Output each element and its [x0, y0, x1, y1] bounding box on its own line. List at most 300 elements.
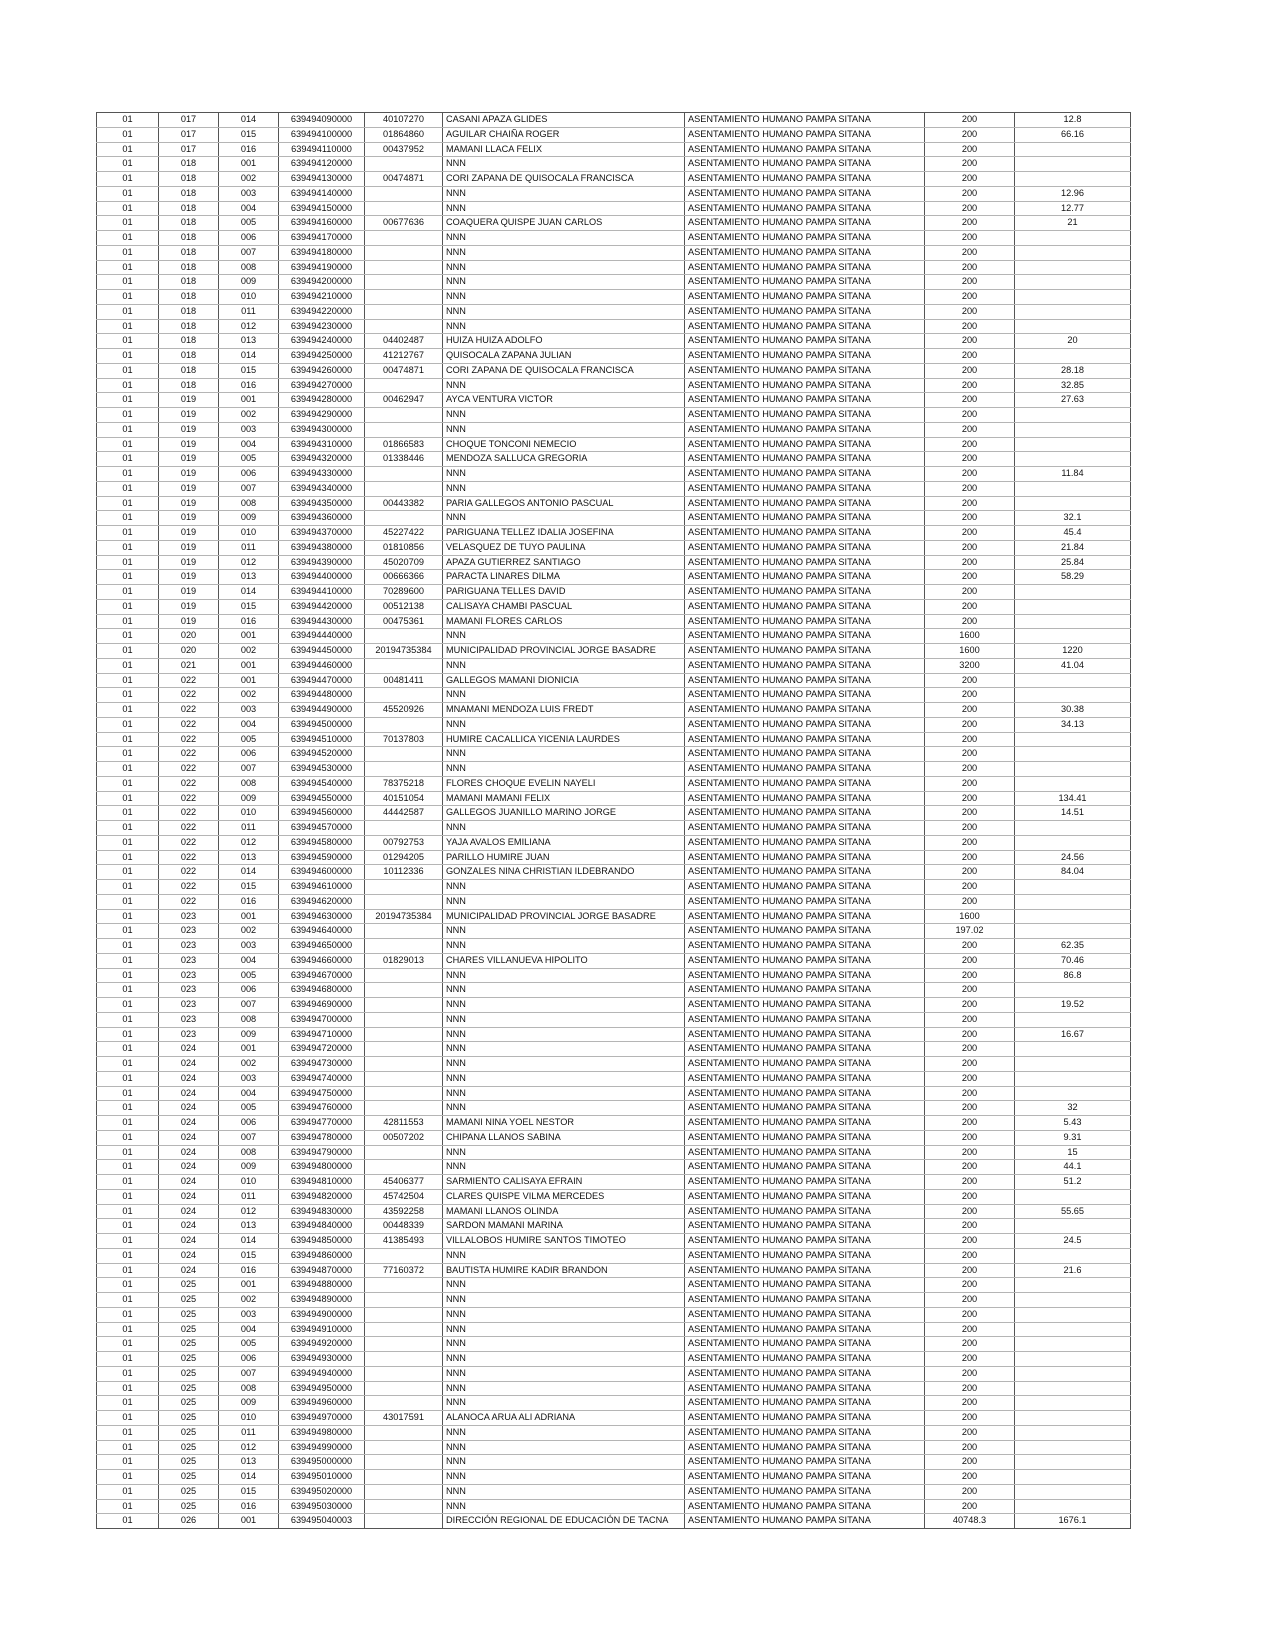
area-cell: 200 — [925, 1175, 1015, 1190]
lot-cell: 012 — [219, 1204, 279, 1219]
table-row — [97, 408, 1131, 423]
sector-cell: 01 — [97, 835, 159, 850]
block-cell: 024 — [159, 1175, 219, 1190]
table-row — [97, 1116, 1131, 1131]
built-area-cell: 32.85 — [1015, 378, 1131, 393]
area-cell: 197.02 — [925, 924, 1015, 939]
area-cell: 200 — [925, 496, 1015, 511]
built-area-cell — [1015, 1396, 1131, 1411]
area-cell: 200 — [925, 688, 1015, 703]
location-cell: ASENTAMIENTO HUMANO PAMPA SITANA — [685, 1293, 925, 1308]
owner-cell: NNN — [443, 1278, 685, 1293]
area-cell: 200 — [925, 1381, 1015, 1396]
sector-cell: 01 — [97, 1116, 159, 1131]
code-cell: 639494710000 — [279, 1027, 365, 1042]
doc-id-cell: 00443382 — [365, 496, 443, 511]
block-cell: 024 — [159, 1071, 219, 1086]
doc-id-cell: 00462947 — [365, 393, 443, 408]
code-cell: 639495030000 — [279, 1499, 365, 1514]
area-cell: 200 — [925, 806, 1015, 821]
code-cell: 639494180000 — [279, 245, 365, 260]
lot-cell: 014 — [219, 865, 279, 880]
owner-cell: NNN — [443, 1101, 685, 1116]
sector-cell: 01 — [97, 762, 159, 777]
location-cell: ASENTAMIENTO HUMANO PAMPA SITANA — [685, 511, 925, 526]
lot-cell: 003 — [219, 939, 279, 954]
sector-cell: 01 — [97, 1042, 159, 1057]
sector-cell: 01 — [97, 821, 159, 836]
doc-id-cell — [365, 1322, 443, 1337]
block-cell: 018 — [159, 378, 219, 393]
owner-cell: NNN — [443, 231, 685, 246]
code-cell: 639494840000 — [279, 1219, 365, 1234]
location-cell: ASENTAMIENTO HUMANO PAMPA SITANA — [685, 894, 925, 909]
doc-id-cell: 01338446 — [365, 452, 443, 467]
area-cell: 200 — [925, 953, 1015, 968]
location-cell: ASENTAMIENTO HUMANO PAMPA SITANA — [685, 791, 925, 806]
doc-id-cell: 45020709 — [365, 555, 443, 570]
owner-cell: PARIGUANA TELLEZ IDALIA JOSEFINA — [443, 526, 685, 541]
sector-cell: 01 — [97, 1160, 159, 1175]
lot-cell: 016 — [219, 894, 279, 909]
table-row — [97, 1086, 1131, 1101]
code-cell: 639494340000 — [279, 481, 365, 496]
block-cell: 024 — [159, 1130, 219, 1145]
sector-cell: 01 — [97, 1057, 159, 1072]
owner-cell: HUMIRE CACALLICA YICENIA LAURDES — [443, 732, 685, 747]
lot-cell: 016 — [219, 1499, 279, 1514]
built-area-cell — [1015, 422, 1131, 437]
code-cell: 639494690000 — [279, 998, 365, 1013]
owner-cell: NNN — [443, 1071, 685, 1086]
doc-id-cell — [365, 260, 443, 275]
sector-cell: 01 — [97, 998, 159, 1013]
built-area-cell: 12.8 — [1015, 113, 1131, 128]
block-cell: 024 — [159, 1234, 219, 1249]
owner-cell: GONZALES NINA CHRISTIAN ILDEBRANDO — [443, 865, 685, 880]
area-cell: 200 — [925, 526, 1015, 541]
owner-cell: MUNICIPALIDAD PROVINCIAL JORGE BASADRE — [443, 644, 685, 659]
lot-cell: 009 — [219, 275, 279, 290]
owner-cell: CHARES VILLANUEVA HIPOLITO — [443, 953, 685, 968]
doc-id-cell: 77160372 — [365, 1263, 443, 1278]
sector-cell: 01 — [97, 467, 159, 482]
block-cell: 020 — [159, 644, 219, 659]
owner-cell: MAMANI LLACA FELIX — [443, 142, 685, 157]
code-cell: 639494380000 — [279, 540, 365, 555]
table-row — [97, 998, 1131, 1013]
area-cell: 200 — [925, 1130, 1015, 1145]
location-cell: ASENTAMIENTO HUMANO PAMPA SITANA — [685, 1012, 925, 1027]
owner-cell: NNN — [443, 275, 685, 290]
sector-cell: 01 — [97, 496, 159, 511]
sector-cell: 01 — [97, 1204, 159, 1219]
location-cell: ASENTAMIENTO HUMANO PAMPA SITANA — [685, 1042, 925, 1057]
location-cell: ASENTAMIENTO HUMANO PAMPA SITANA — [685, 231, 925, 246]
built-area-cell — [1015, 275, 1131, 290]
block-cell: 025 — [159, 1455, 219, 1470]
owner-cell: NNN — [443, 1307, 685, 1322]
area-cell: 200 — [925, 1263, 1015, 1278]
location-cell: ASENTAMIENTO HUMANO PAMPA SITANA — [685, 275, 925, 290]
area-cell: 200 — [925, 452, 1015, 467]
sector-cell: 01 — [97, 1012, 159, 1027]
block-cell: 024 — [159, 1057, 219, 1072]
doc-id-cell — [365, 939, 443, 954]
built-area-cell — [1015, 1425, 1131, 1440]
built-area-cell — [1015, 821, 1131, 836]
location-cell: ASENTAMIENTO HUMANO PAMPA SITANA — [685, 865, 925, 880]
block-cell: 019 — [159, 437, 219, 452]
built-area-cell — [1015, 142, 1131, 157]
area-cell: 200 — [925, 363, 1015, 378]
area-cell: 200 — [925, 142, 1015, 157]
area-cell: 200 — [925, 127, 1015, 142]
area-cell: 200 — [925, 1499, 1015, 1514]
owner-cell: NNN — [443, 1425, 685, 1440]
built-area-cell — [1015, 894, 1131, 909]
code-cell: 639495010000 — [279, 1470, 365, 1485]
lot-cell: 005 — [219, 968, 279, 983]
doc-id-cell — [365, 1381, 443, 1396]
code-cell: 639494780000 — [279, 1130, 365, 1145]
location-cell: ASENTAMIENTO HUMANO PAMPA SITANA — [685, 1130, 925, 1145]
built-area-cell — [1015, 1189, 1131, 1204]
block-cell: 020 — [159, 629, 219, 644]
location-cell: ASENTAMIENTO HUMANO PAMPA SITANA — [685, 393, 925, 408]
table-row — [97, 1189, 1131, 1204]
owner-cell: NNN — [443, 688, 685, 703]
table-row — [97, 1440, 1131, 1455]
owner-cell: NNN — [443, 1381, 685, 1396]
doc-id-cell — [365, 629, 443, 644]
code-cell: 639494140000 — [279, 186, 365, 201]
doc-id-cell: 70137803 — [365, 732, 443, 747]
area-cell: 200 — [925, 1396, 1015, 1411]
area-cell: 200 — [925, 245, 1015, 260]
doc-id-cell — [365, 1086, 443, 1101]
sector-cell: 01 — [97, 1086, 159, 1101]
owner-cell: NNN — [443, 1293, 685, 1308]
built-area-cell — [1015, 157, 1131, 172]
block-cell: 022 — [159, 732, 219, 747]
code-cell: 639494860000 — [279, 1248, 365, 1263]
code-cell: 639494790000 — [279, 1145, 365, 1160]
doc-id-cell: 40151054 — [365, 791, 443, 806]
owner-cell: MAMANI LLANOS OLINDA — [443, 1204, 685, 1219]
block-cell: 024 — [159, 1160, 219, 1175]
area-cell: 200 — [925, 1160, 1015, 1175]
built-area-cell: 9.31 — [1015, 1130, 1131, 1145]
location-cell: ASENTAMIENTO HUMANO PAMPA SITANA — [685, 658, 925, 673]
code-cell: 639494530000 — [279, 762, 365, 777]
lot-cell: 006 — [219, 1352, 279, 1367]
doc-id-cell — [365, 1470, 443, 1485]
built-area-cell: 30.38 — [1015, 703, 1131, 718]
lot-cell: 012 — [219, 1440, 279, 1455]
doc-id-cell: 42811553 — [365, 1116, 443, 1131]
owner-cell: AYCA VENTURA VICTOR — [443, 393, 685, 408]
code-cell: 639494870000 — [279, 1263, 365, 1278]
lot-cell: 005 — [219, 732, 279, 747]
table-row — [97, 747, 1131, 762]
lot-cell: 011 — [219, 304, 279, 319]
code-cell: 639494120000 — [279, 157, 365, 172]
area-cell: 200 — [925, 1322, 1015, 1337]
sector-cell: 01 — [97, 880, 159, 895]
code-cell: 639494220000 — [279, 304, 365, 319]
table-row — [97, 1175, 1131, 1190]
location-cell: ASENTAMIENTO HUMANO PAMPA SITANA — [685, 1145, 925, 1160]
doc-id-cell: 00474871 — [365, 172, 443, 187]
location-cell: ASENTAMIENTO HUMANO PAMPA SITANA — [685, 172, 925, 187]
area-cell: 200 — [925, 703, 1015, 718]
lot-cell: 016 — [219, 378, 279, 393]
location-cell: ASENTAMIENTO HUMANO PAMPA SITANA — [685, 1160, 925, 1175]
table-row — [97, 1204, 1131, 1219]
lot-cell: 014 — [219, 1470, 279, 1485]
doc-id-cell — [365, 467, 443, 482]
table-row — [97, 245, 1131, 260]
location-cell: ASENTAMIENTO HUMANO PAMPA SITANA — [685, 983, 925, 998]
lot-cell: 015 — [219, 363, 279, 378]
location-cell: ASENTAMIENTO HUMANO PAMPA SITANA — [685, 157, 925, 172]
block-cell: 023 — [159, 998, 219, 1013]
table-row — [97, 526, 1131, 541]
owner-cell: VELASQUEZ DE TUYO PAULINA — [443, 540, 685, 555]
block-cell: 018 — [159, 319, 219, 334]
block-cell: 021 — [159, 658, 219, 673]
code-cell: 639494610000 — [279, 880, 365, 895]
owner-cell: NNN — [443, 998, 685, 1013]
table-row — [97, 1130, 1131, 1145]
code-cell: 639494150000 — [279, 201, 365, 216]
table-body — [97, 113, 1131, 1529]
lot-cell: 011 — [219, 821, 279, 836]
built-area-cell: 45.4 — [1015, 526, 1131, 541]
doc-id-cell: 01829013 — [365, 953, 443, 968]
lot-cell: 011 — [219, 1189, 279, 1204]
area-cell: 200 — [925, 732, 1015, 747]
area-cell: 200 — [925, 231, 1015, 246]
sector-cell: 01 — [97, 1514, 159, 1529]
location-cell: ASENTAMIENTO HUMANO PAMPA SITANA — [685, 245, 925, 260]
sector-cell: 01 — [97, 1366, 159, 1381]
doc-id-cell — [365, 924, 443, 939]
sector-cell: 01 — [97, 924, 159, 939]
table-row — [97, 1101, 1131, 1116]
sector-cell: 01 — [97, 201, 159, 216]
doc-id-cell — [365, 290, 443, 305]
location-cell: ASENTAMIENTO HUMANO PAMPA SITANA — [685, 142, 925, 157]
area-cell: 200 — [925, 422, 1015, 437]
area-cell: 200 — [925, 776, 1015, 791]
lot-cell: 001 — [219, 1514, 279, 1529]
table-row — [97, 496, 1131, 511]
sector-cell: 01 — [97, 378, 159, 393]
built-area-cell: 58.29 — [1015, 570, 1131, 585]
doc-id-cell — [365, 1514, 443, 1529]
doc-id-cell: 20194735384 — [365, 909, 443, 924]
table-row — [97, 349, 1131, 364]
block-cell: 018 — [159, 275, 219, 290]
block-cell: 019 — [159, 467, 219, 482]
table-row — [97, 1057, 1131, 1072]
table-row — [97, 703, 1131, 718]
doc-id-cell — [365, 1042, 443, 1057]
owner-cell: NNN — [443, 880, 685, 895]
lot-cell: 002 — [219, 1293, 279, 1308]
lot-cell: 002 — [219, 924, 279, 939]
doc-id-cell — [365, 1101, 443, 1116]
owner-cell: AGUILAR CHAIÑA ROGER — [443, 127, 685, 142]
location-cell: ASENTAMIENTO HUMANO PAMPA SITANA — [685, 452, 925, 467]
area-cell: 200 — [925, 865, 1015, 880]
doc-id-cell: 70289600 — [365, 585, 443, 600]
built-area-cell — [1015, 732, 1131, 747]
lot-cell: 003 — [219, 1307, 279, 1322]
area-cell: 200 — [925, 570, 1015, 585]
owner-cell: SARDON MAMANI MARINA — [443, 1219, 685, 1234]
table-row — [97, 1219, 1131, 1234]
table-row — [97, 1278, 1131, 1293]
table-row — [97, 1366, 1131, 1381]
area-cell: 200 — [925, 275, 1015, 290]
code-cell: 639494310000 — [279, 437, 365, 452]
block-cell: 019 — [159, 526, 219, 541]
block-cell: 022 — [159, 717, 219, 732]
location-cell: ASENTAMIENTO HUMANO PAMPA SITANA — [685, 924, 925, 939]
area-cell: 200 — [925, 186, 1015, 201]
doc-id-cell: 43592258 — [365, 1204, 443, 1219]
block-cell: 023 — [159, 968, 219, 983]
code-cell: 639494740000 — [279, 1071, 365, 1086]
code-cell: 639494410000 — [279, 585, 365, 600]
area-cell: 200 — [925, 334, 1015, 349]
owner-cell: NNN — [443, 762, 685, 777]
table-row — [97, 1248, 1131, 1263]
area-cell: 200 — [925, 821, 1015, 836]
built-area-cell: 11.84 — [1015, 467, 1131, 482]
owner-cell: NNN — [443, 1012, 685, 1027]
location-cell: ASENTAMIENTO HUMANO PAMPA SITANA — [685, 776, 925, 791]
sector-cell: 01 — [97, 717, 159, 732]
area-cell: 200 — [925, 201, 1015, 216]
built-area-cell: 25.84 — [1015, 555, 1131, 570]
location-cell: ASENTAMIENTO HUMANO PAMPA SITANA — [685, 481, 925, 496]
code-cell: 639494250000 — [279, 349, 365, 364]
owner-cell: BAUTISTA HUMIRE KADIR BRANDON — [443, 1263, 685, 1278]
area-cell: 200 — [925, 1234, 1015, 1249]
sector-cell: 01 — [97, 909, 159, 924]
area-cell: 200 — [925, 585, 1015, 600]
block-cell: 023 — [159, 983, 219, 998]
table-row — [97, 658, 1131, 673]
owner-cell: NNN — [443, 1322, 685, 1337]
built-area-cell — [1015, 245, 1131, 260]
location-cell: ASENTAMIENTO HUMANO PAMPA SITANA — [685, 378, 925, 393]
block-cell: 022 — [159, 747, 219, 762]
block-cell: 022 — [159, 776, 219, 791]
area-cell: 200 — [925, 835, 1015, 850]
built-area-cell: 20 — [1015, 334, 1131, 349]
table-row — [97, 260, 1131, 275]
sector-cell: 01 — [97, 599, 159, 614]
block-cell: 017 — [159, 113, 219, 128]
code-cell: 639494350000 — [279, 496, 365, 511]
code-cell: 639494650000 — [279, 939, 365, 954]
table-row — [97, 1027, 1131, 1042]
table-row — [97, 231, 1131, 246]
area-cell: 200 — [925, 1440, 1015, 1455]
owner-cell: PARIA GALLEGOS ANTONIO PASCUAL — [443, 496, 685, 511]
block-cell: 025 — [159, 1366, 219, 1381]
table-row — [97, 1352, 1131, 1367]
lot-cell: 014 — [219, 585, 279, 600]
area-cell: 200 — [925, 319, 1015, 334]
owner-cell: MAMANI FLORES CARLOS — [443, 614, 685, 629]
doc-id-cell — [365, 1057, 443, 1072]
lot-cell: 015 — [219, 1248, 279, 1263]
doc-id-cell — [365, 747, 443, 762]
table-row — [97, 776, 1131, 791]
doc-id-cell: 00474871 — [365, 363, 443, 378]
table-row — [97, 142, 1131, 157]
owner-cell: NNN — [443, 1027, 685, 1042]
table-row — [97, 1145, 1131, 1160]
table-row — [97, 1234, 1131, 1249]
sector-cell: 01 — [97, 894, 159, 909]
lot-cell: 004 — [219, 437, 279, 452]
location-cell: ASENTAMIENTO HUMANO PAMPA SITANA — [685, 540, 925, 555]
owner-cell: NNN — [443, 629, 685, 644]
sector-cell: 01 — [97, 393, 159, 408]
sector-cell: 01 — [97, 555, 159, 570]
built-area-cell: 15 — [1015, 1145, 1131, 1160]
table-row — [97, 467, 1131, 482]
block-cell: 025 — [159, 1396, 219, 1411]
table-row — [97, 909, 1131, 924]
code-cell: 639494160000 — [279, 216, 365, 231]
table-row — [97, 1499, 1131, 1514]
lot-cell: 010 — [219, 1411, 279, 1426]
lot-cell: 004 — [219, 717, 279, 732]
block-cell: 023 — [159, 953, 219, 968]
block-cell: 023 — [159, 1012, 219, 1027]
sector-cell: 01 — [97, 776, 159, 791]
owner-cell: NNN — [443, 1499, 685, 1514]
sector-cell: 01 — [97, 275, 159, 290]
code-cell: 639494210000 — [279, 290, 365, 305]
table-row — [97, 599, 1131, 614]
built-area-cell — [1015, 1219, 1131, 1234]
table-row — [97, 570, 1131, 585]
built-area-cell: 16.67 — [1015, 1027, 1131, 1042]
block-cell: 018 — [159, 216, 219, 231]
block-cell: 025 — [159, 1470, 219, 1485]
block-cell: 026 — [159, 1514, 219, 1529]
location-cell: ASENTAMIENTO HUMANO PAMPA SITANA — [685, 1440, 925, 1455]
block-cell: 025 — [159, 1440, 219, 1455]
code-cell: 639494260000 — [279, 363, 365, 378]
area-cell: 200 — [925, 1337, 1015, 1352]
code-cell: 639494920000 — [279, 1337, 365, 1352]
table-row — [97, 113, 1131, 128]
owner-cell: NNN — [443, 1484, 685, 1499]
lot-cell: 001 — [219, 629, 279, 644]
block-cell: 025 — [159, 1484, 219, 1499]
built-area-cell: 21 — [1015, 216, 1131, 231]
